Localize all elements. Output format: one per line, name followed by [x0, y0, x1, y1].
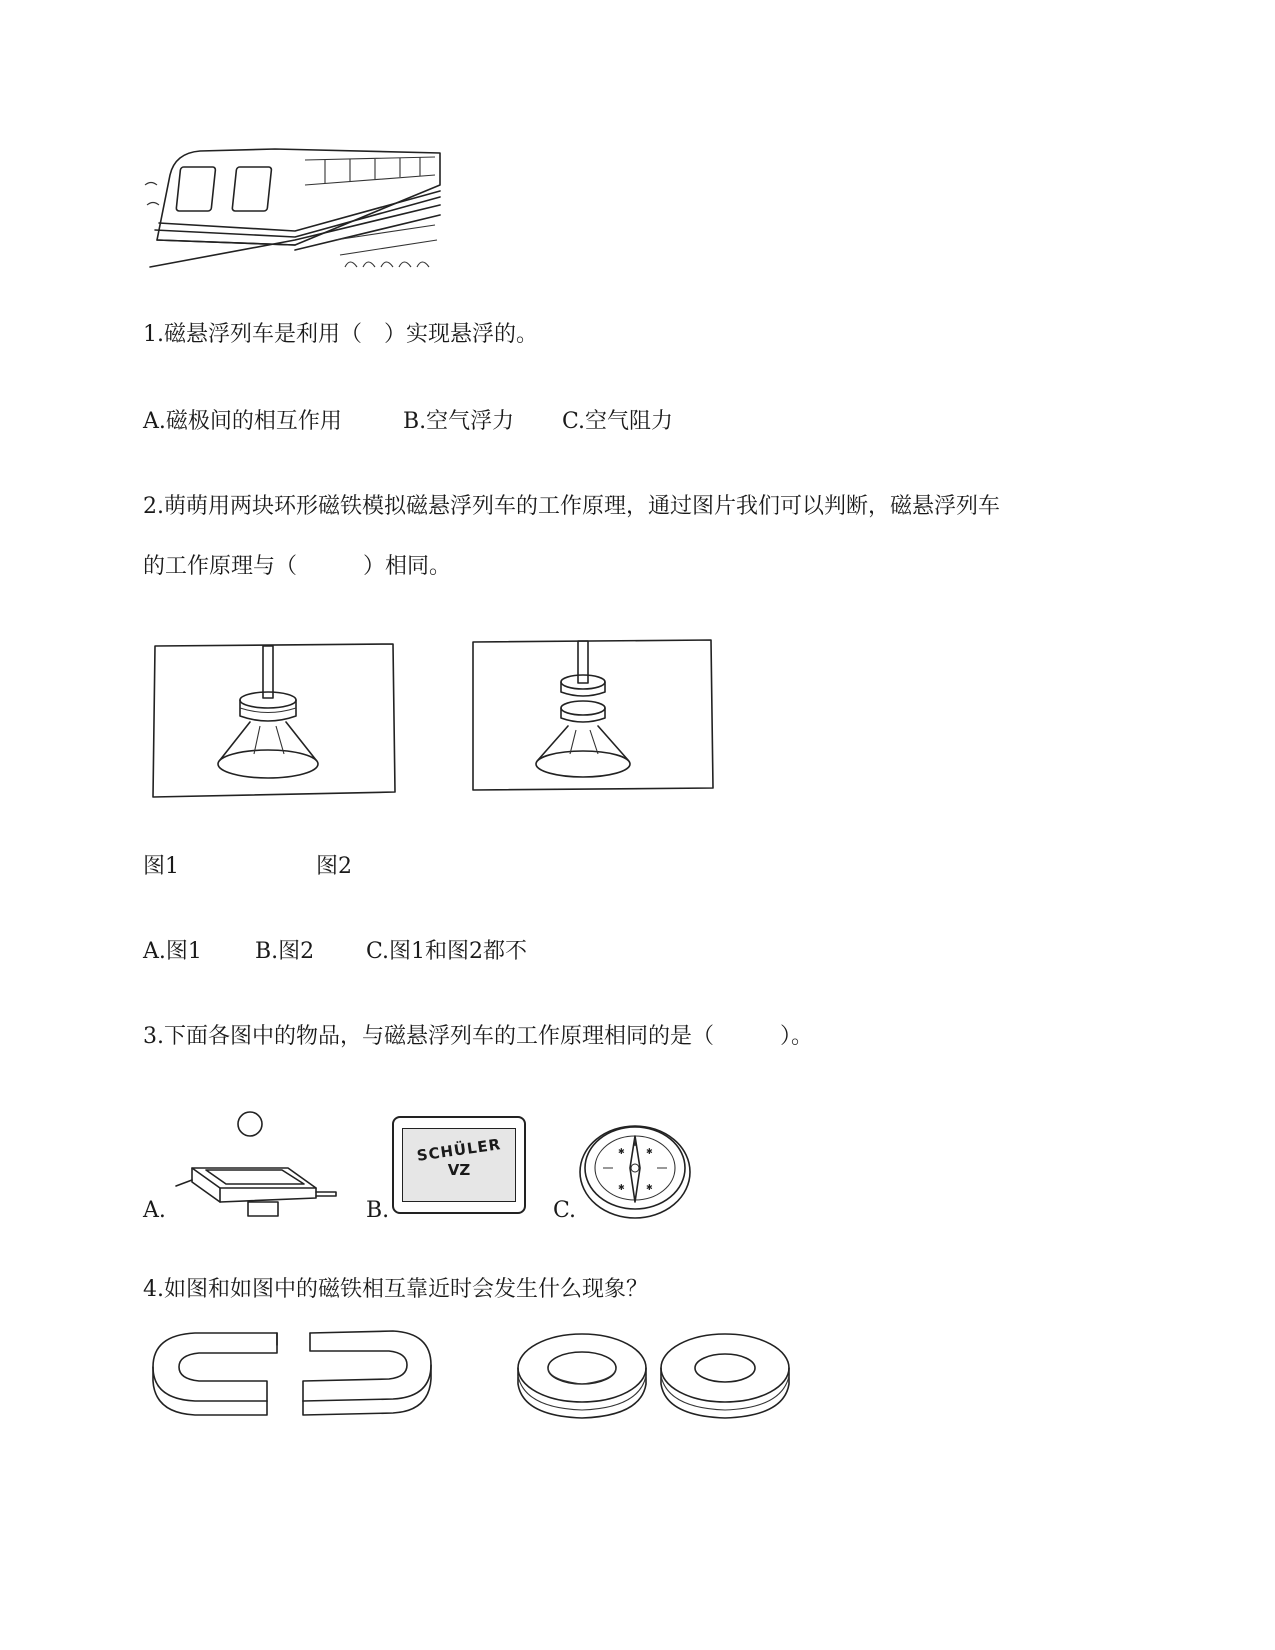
question-2-option-a: A.图1	[143, 939, 202, 964]
question-1-option-c: C.空气阻力	[562, 409, 674, 434]
figure-1-ring-magnets-touching	[150, 642, 398, 800]
figure-1-label: 图1	[143, 854, 179, 879]
tablet-screen	[402, 1128, 516, 1202]
figure-2-label: 图2	[316, 854, 352, 879]
question-2-option-c: C.图1和图2都不	[366, 939, 528, 964]
u-shaped-magnets-image	[145, 1325, 435, 1417]
svg-text:✱: ✱	[618, 1147, 625, 1156]
tablet-screen-text-line-2: VZ	[447, 1161, 471, 1179]
tablet-image	[392, 1116, 526, 1214]
maglev-train-illustration	[145, 145, 445, 270]
svg-text:✱: ✱	[646, 1183, 653, 1192]
svg-text:✱: ✱	[618, 1183, 625, 1192]
question-2-stem-line-2: 的工作原理与（ ）相同。	[143, 554, 452, 579]
levitating-ball-toy-image	[168, 1108, 340, 1220]
question-2-option-b: B.图2	[255, 939, 315, 964]
question-3-option-b-label: B.	[366, 1198, 390, 1223]
question-2-stem-line-1: 2.萌萌用两块环形磁铁模拟磁悬浮列车的工作原理，通过图片我们可以判断，磁悬浮列车	[143, 494, 1000, 519]
question-3-stem: 3.下面各图中的物品，与磁悬浮列车的工作原理相同的是（ ）。	[143, 1024, 813, 1049]
ring-magnets-image	[515, 1330, 793, 1420]
question-1-stem: 1.磁悬浮列车是利用（ ）实现悬浮的。	[143, 322, 538, 347]
tablet-screen-text-line-1: SCHÜLER	[415, 1135, 503, 1165]
compass-image	[578, 1120, 692, 1220]
question-1-option-b: B.空气浮力	[403, 409, 515, 434]
question-3-option-c-label: C.	[553, 1198, 577, 1223]
question-4-stem: 4.如图和如图中的磁铁相互靠近时会发生什么现象？	[143, 1277, 648, 1302]
figure-2-ring-magnets-floating	[470, 638, 716, 794]
svg-text:✱: ✱	[646, 1147, 653, 1156]
question-3-option-a-label: A.	[143, 1198, 166, 1223]
question-1-option-a: A.磁极间的相互作用	[143, 409, 342, 434]
